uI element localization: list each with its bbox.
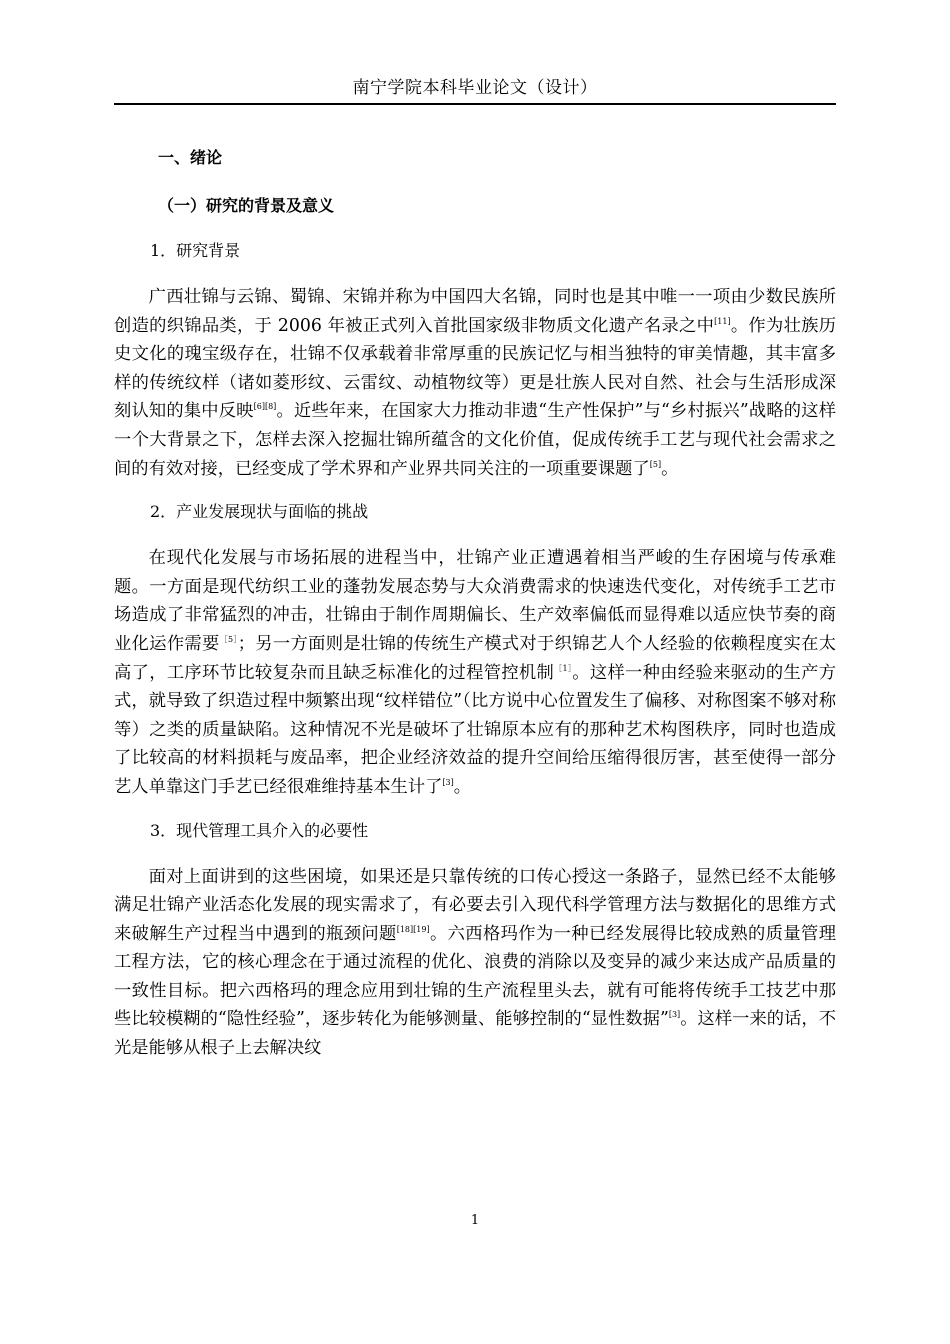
paragraph-text: 。作为壮族历史文化的瑰宝级存在，壮锦不仅承载着非常厚重的民族记忆与相当独特的审美情趣，其丰富多样的传统纹样（诸如菱形纹、云雷纹、动植物纹等）更是壮族人民对自然、社会与生活形成深刻认知的集中反映 [114,315,836,422]
section-title: （一）研究的背景及意义 [158,196,335,215]
paragraph-text: 。 [453,776,471,797]
citation: ［5］ [219,634,238,644]
subsection-title-necessity: 3．现代管理工具介入的必要性 [150,820,369,840]
citation: [3] [668,1010,681,1020]
paragraph-text: ；另一方面则是壮锦的传统生产模式对于织锦艺人个人经验的依赖程度实在太高了，工序环节比较复杂而且缺乏标准化的过程管控机制 [114,633,836,683]
citation: [6][8] [253,402,277,412]
paragraph-text: 。六西格玛作为一种已经发展得比较成熟的质量管理工程方法，它的核心理念在于通过流程的优化、浪费的消除以及变异的减少来达成产品质量的一致性目标。把六西格玛的理念应用到壮锦的生产流程里头去，就有可能将传统手工技艺中那些比较模糊的“隐性经验”，逐步转化为能够测量、能够控制的“显性数据” [114,923,836,1030]
paragraph-text: 面对上面讲到的这些困境，如果还是只靠传统的口传心授这一条路子，显然已经不太能够满足壮锦产业活态化发展的现实需求了，有必要去引入现代科学管理方法与数据化的思维方式来破解生产过程当中遇到的瓶颈问题 [114,866,836,944]
paragraph-necessity [114,863,836,1063]
citation: [11] [714,316,731,326]
paragraph-text: 在现代化发展与市场拓展的进程当中，壮锦产业正遭遇着相当严峻的生存困境与传承难题。一方面是现代纺织工业的蓬勃发展态势与大众消费需求的快速迭代变化，对传统手工艺市场造成了非常猛烈的冲击，壮锦由于制作周期偏长、生产效率偏低而显得难以适应快节奏的商业化运作需要 [114,548,836,654]
paragraph-text: 。 [661,458,679,479]
paragraph-background [114,283,836,483]
paragraph-status [114,544,836,801]
citation: [5] [649,459,662,469]
page-number: 1 [470,1213,480,1228]
subsection-title-background: 1．研究背景 [150,241,241,260]
page-body [114,146,836,1080]
paragraph-text: 广西壮锦与云锦、蜀锦、宋锦并称为中国四大名锦，同时也是其中唯一一项由少数民族所创造的织锦品类，于 2006 年被正式列入首批国家级非物质文化遗产名录之中 [114,287,836,336]
paragraph-text: 。这样一种由经验来驱动的生产方式，就导致了织造过程中频繁出现“纹样错位”（比方说中心位置发生了偏移、对称图案不够对称等）之类的质量缺陷。这种情况不光是破坏了壮锦原本应有的那种艺术构图秩序，同时也造成了比较高的材料损耗与废品率，把企业经济效益的提升空间给压缩得很厉害，甚至使得一部分艺人单靠这门手艺已经很难维持基本生计了 [114,662,836,797]
paragraph-text: 。这样一来的话，不光是能够从根子上去解决纹 [114,1009,836,1059]
header-rule [114,103,836,105]
citation: ［1］ [554,663,573,673]
paragraph-text: 。近些年来，在国家大力推动非遗“生产性保护”与“乡村振兴”战略的这样一个大背景之下，怎样去深入挖掘壮锦所蕴含的文化价值，促成传统手工艺与现代社会需求之间的有效对接，已经变成了学术界和产业界共同关注的一项重要课题了 [114,401,836,479]
citation: [18][19] [396,924,430,934]
chapter-title: 一、绪论 [158,148,223,167]
page-header: 南宁学院本科毕业论文（设计） [352,78,598,98]
citation: [3] [442,777,454,787]
subsection-title-status: 2．产业发展现状与面临的挑战 [150,502,369,522]
